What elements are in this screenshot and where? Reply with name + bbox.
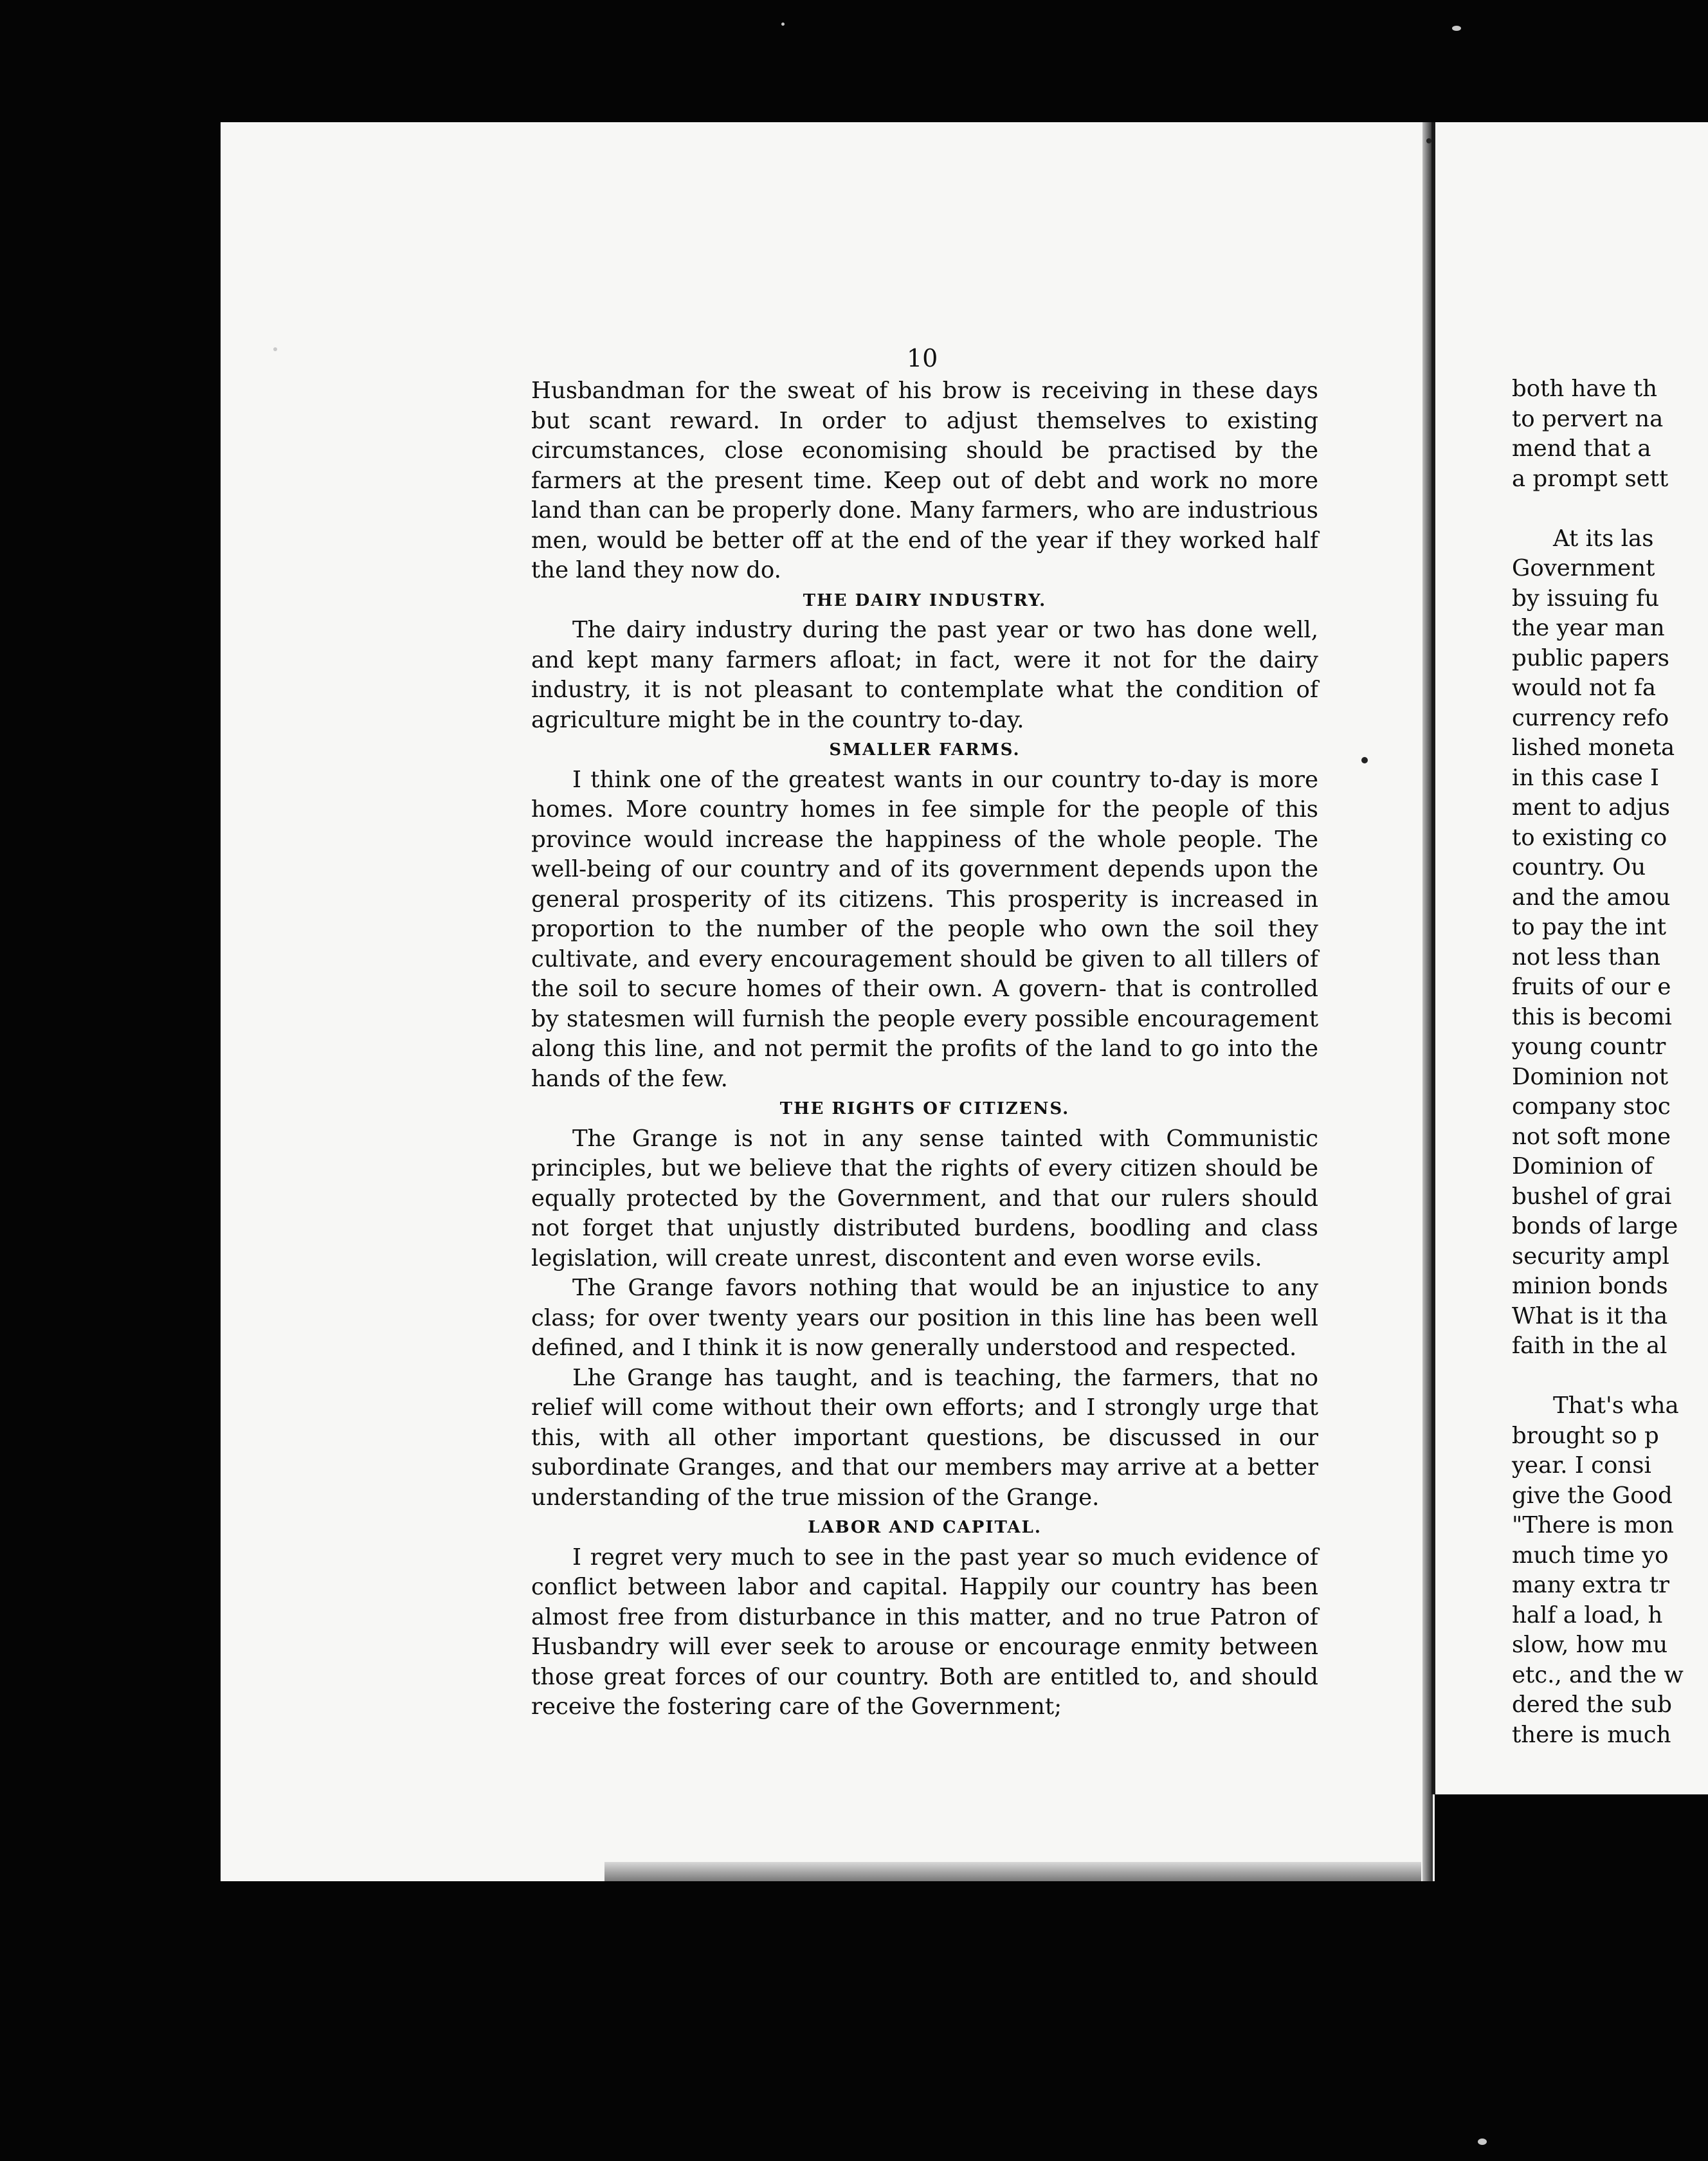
- page-bottom-edge-shadow: [604, 1862, 1421, 1881]
- right-page-line: faith in the al: [1512, 1333, 1667, 1359]
- scan-speck: [781, 23, 785, 26]
- page-number: 10: [907, 344, 938, 372]
- right-page-line: Dominion not: [1512, 1063, 1669, 1090]
- right-page-line: mend that a: [1512, 435, 1651, 462]
- right-page-line: etc., and the w: [1512, 1661, 1684, 1688]
- right-page-line: in this case I: [1512, 764, 1660, 791]
- right-page-line: security ampl: [1512, 1243, 1669, 1270]
- right-page-line: and the amou: [1512, 884, 1671, 911]
- right-page-line: slow, how mu: [1512, 1632, 1668, 1658]
- right-page-line: [1512, 1362, 1708, 1392]
- right-page-line: "There is mon: [1512, 1512, 1674, 1538]
- scan-speck: [1452, 26, 1461, 31]
- scan-speck: [1361, 757, 1368, 763]
- left-page-text-column: [531, 376, 1318, 1722]
- right-page-line: half a load, h: [1512, 1601, 1663, 1628]
- right-page-partial-text-column: [1512, 374, 1708, 1750]
- right-page-line: much time yo: [1512, 1542, 1669, 1569]
- right-page-line: not soft mone: [1512, 1123, 1671, 1150]
- body-paragraph: Husbandman for the sweat of his brow is receiving in these days but scant reward. In order to adjust themselves to existing circumstances, close economising should be practised by the farmers at the present time. Keep out of debt and work no more land than can be properly done. Many farmers, who are industrious men, would be better off at the end of the year if they worked half the land they now do.: [531, 378, 1318, 583]
- right-page-line: ment to adjus: [1512, 794, 1670, 821]
- right-page-line: to pervert na: [1512, 405, 1664, 432]
- section-heading: THE DAIRY INDUSTRY.: [803, 590, 1047, 610]
- right-page-line: year. I consi: [1512, 1452, 1651, 1479]
- right-page-line: lished moneta: [1512, 734, 1675, 761]
- right-page-line: many extra tr: [1512, 1572, 1669, 1598]
- scan-speck: [273, 347, 277, 351]
- right-page-line: to existing co: [1512, 824, 1667, 851]
- right-page-line: brought so p: [1512, 1422, 1659, 1449]
- right-page-line: Government: [1512, 555, 1655, 581]
- right-page-line: this is becomi: [1512, 1003, 1672, 1030]
- right-page-line: give the Good: [1512, 1482, 1673, 1509]
- right-page-line: That's wha: [1553, 1392, 1679, 1419]
- right-page-line: by issuing fu: [1512, 585, 1659, 612]
- right-page-line: public papers: [1512, 644, 1669, 671]
- body-paragraph: The Grange favors nothing that would be an injustice to any class; for over twenty years our position in this line has been well defined, and I think it is now generally understood and respected.: [531, 1275, 1318, 1361]
- body-paragraph: I regret very much to see in the past year so much evidence of conflict between labor and capital. Happily our country has been almost free from disturbance in this matter, and no true Patron of Husbandry will ever seek to arouse or encourage enmity between those great forces of our country. Both are entitled to, and should receive the fostering care of the Government;: [531, 1544, 1318, 1720]
- scan-speck: [1426, 138, 1431, 143]
- right-page-line: the year man: [1512, 615, 1665, 641]
- right-page-line: dered the sub: [1512, 1691, 1672, 1718]
- right-page-line: fruits of our e: [1512, 974, 1671, 1000]
- scan-speck: [1478, 2138, 1487, 2145]
- right-page-line: not less than: [1512, 944, 1661, 971]
- right-page-line: there is much: [1512, 1721, 1671, 1748]
- right-page-line: young countr: [1512, 1034, 1666, 1060]
- right-page-line: bonds of large: [1512, 1213, 1678, 1239]
- right-page-line: What is it tha: [1512, 1302, 1668, 1329]
- body-paragraph: The Grange is not in any sense tainted with Communistic principles, but we believe that the rights of every citizen should be equally protected by the Government, and that our rulers should not forget that unjustly distributed burdens, boodling and class legislation, will create unrest, discontent and even worse evils.: [531, 1125, 1318, 1272]
- right-page-line: country. Ou: [1512, 854, 1646, 880]
- right-page-line: At its las: [1553, 525, 1654, 552]
- right-page-line: company stoc: [1512, 1093, 1671, 1120]
- body-paragraph: The dairy industry during the past year or two has done well, and kept many farmers afloat; in fact, were it not for the dairy industry, it is not pleasant to contemplate what the condition of agriculture might be in the country to-day.: [531, 617, 1318, 733]
- right-page-line: would not fa: [1512, 675, 1657, 701]
- right-page-line: [1512, 494, 1708, 524]
- right-page-line: to pay the int: [1512, 914, 1667, 940]
- right-page-line: bushel of grai: [1512, 1183, 1672, 1210]
- section-heading: SMALLER FARMS.: [829, 740, 1021, 760]
- right-page-line: a prompt sett: [1512, 465, 1669, 492]
- right-page-line: Dominion of: [1512, 1153, 1653, 1180]
- section-heading: LABOR AND CAPITAL.: [808, 1518, 1042, 1537]
- right-page-line: minion bonds: [1512, 1273, 1668, 1299]
- body-paragraph: I think one of the greatest wants in our country to-day is more homes. More country homes in fee simple for the people of this province would increase the happiness of the whole people. The well-being of our country and of its government depends upon the general prosperity of its citizens. This prosperity is increased in proportion to the number of the people who own the soil they cultivate, and every encouragement should be given to all tillers of the soil to secure homes of their own. A govern- that is controlled by statesmen will furnish the people every possible encouragement along this line, and not permit the profits of the land to go into the hands of the few.: [531, 766, 1318, 1092]
- right-page-line: currency refo: [1512, 704, 1669, 731]
- body-paragraph: Lhe Grange has taught, and is teaching, the farmers, that no relief will come without their own efforts; and I strongly urge that this, with all other important questions, be discussed in our subordinate Granges, and that our members may arrive at a better understanding of the true mission of the Grange.: [531, 1364, 1318, 1511]
- right-page-line: both have th: [1512, 376, 1658, 402]
- section-heading: THE RIGHTS OF CITIZENS.: [779, 1099, 1070, 1118]
